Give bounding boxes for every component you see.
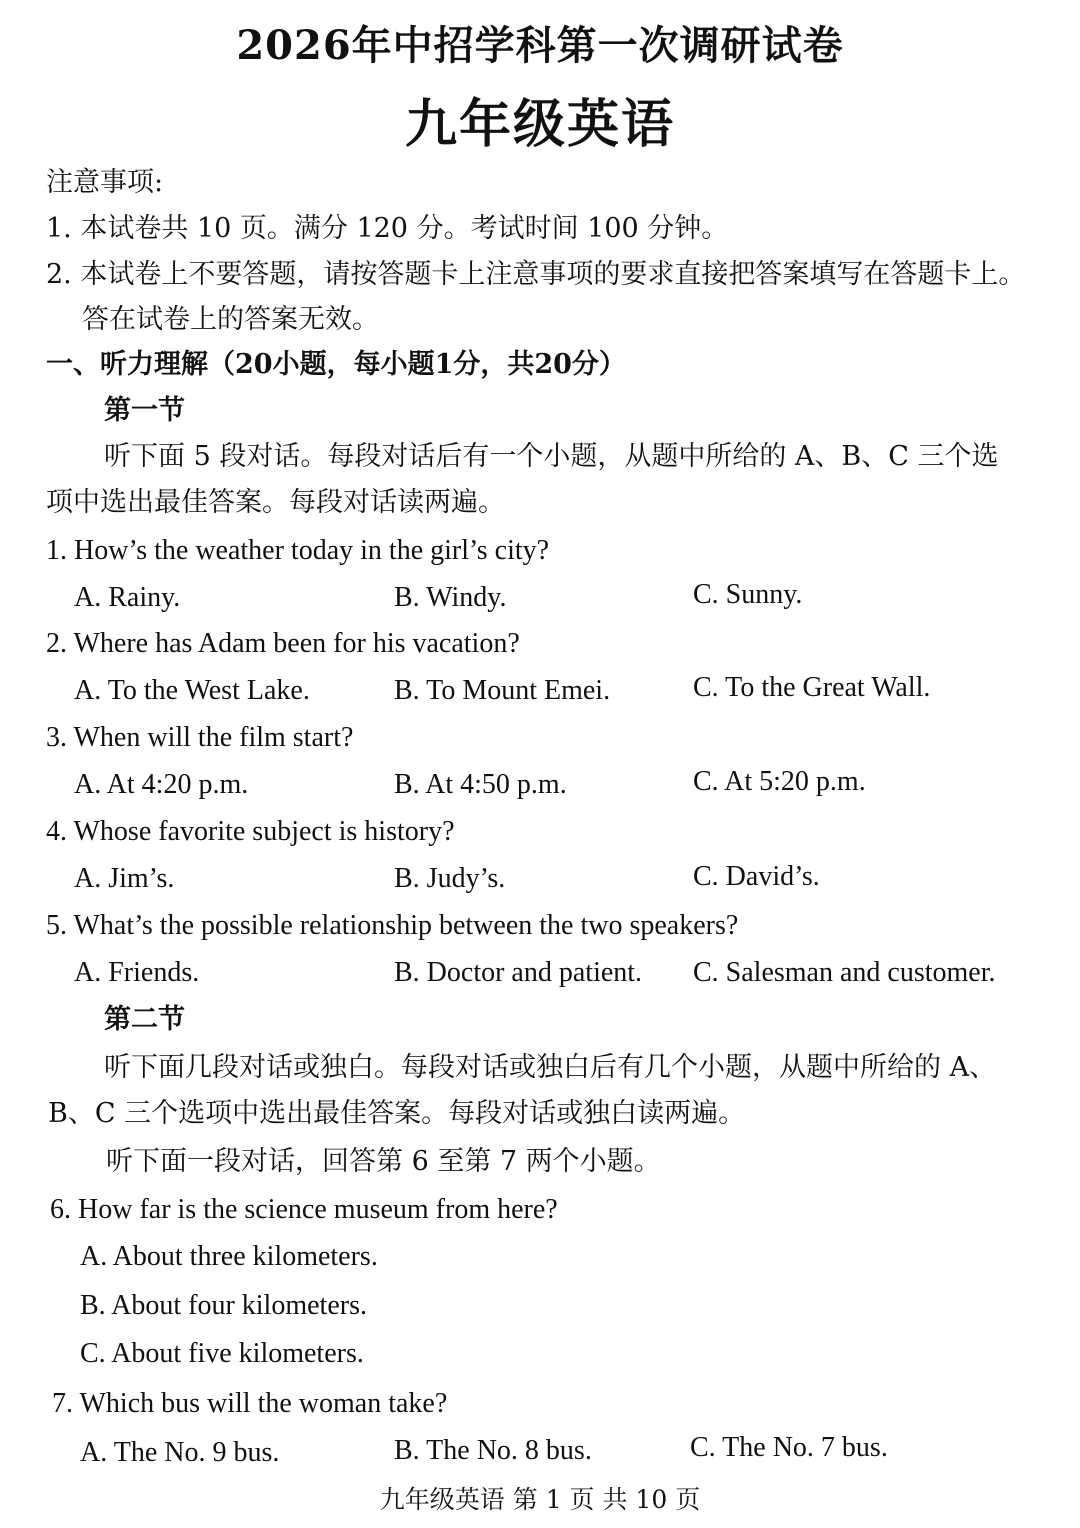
question-3-option-a: A. At 4:20 p.m.	[74, 769, 249, 800]
question-5-option-c: C. Salesman and customer.	[693, 957, 996, 988]
question-5-option-b: B. Doctor and patient.	[394, 957, 643, 988]
question-2-option-c: C. To the Great Wall.	[693, 672, 931, 703]
question-1-option-a: A. Rainy.	[74, 582, 181, 613]
question-3-option-c: C. At 5:20 p.m.	[693, 766, 866, 797]
exam-subject: 九年级英语	[404, 94, 675, 155]
section2-instructions-cont: B、C 三个选项中选出最佳答案。每段对话或独白读两遍。	[48, 1098, 746, 1129]
question-1: 1. How’s the weather today in the girl’s city?	[46, 535, 550, 566]
section2-instructions: 听下面几段对话或独白。每段对话或独白后有几个小题，从题中所给的 A、	[104, 1052, 997, 1083]
question-6: 6. How far is the science museum from here?	[50, 1194, 558, 1225]
question-7-option-b: B. The No. 8 bus.	[394, 1435, 592, 1466]
question-4-option-b: B. Judy’s.	[394, 863, 506, 894]
notes-item-1: 1. 本试卷共 10 页。满分 120 分。考试时间 100 分钟。	[46, 213, 729, 244]
section2-sub-instructions: 听下面一段对话，回答第 6 至第 7 两个小题。	[106, 1146, 661, 1177]
section1-instructions: 听下面 5 段对话。每段对话后有一个小题，从题中所给的 A、B、C 三个选	[104, 441, 999, 472]
question-6-option-c: C. About five kilometers.	[80, 1338, 364, 1369]
question-1-option-b: B. Windy.	[394, 582, 507, 613]
question-3: 3. When will the film start?	[46, 722, 354, 753]
question-4-option-c: C. David’s.	[693, 861, 820, 892]
question-2-option-a: A. To the West Lake.	[74, 675, 310, 706]
question-7-option-c: C. The No. 7 bus.	[690, 1432, 888, 1463]
question-2: 2. Where has Adam been for his vacation?	[46, 628, 520, 659]
question-1-option-c: C. Sunny.	[693, 579, 803, 610]
question-5-option-a: A. Friends.	[74, 957, 200, 988]
question-4: 4. Whose favorite subject is history?	[46, 816, 455, 847]
notes-item-2: 2. 本试卷上不要答题，请按答题卡上注意事项的要求直接把答案填写在答题卡上。	[46, 259, 1026, 290]
question-3-option-b: B. At 4:50 p.m.	[394, 769, 567, 800]
part1-heading: 一、听力理解（20小题，每小题1分，共20分）	[46, 349, 626, 380]
exam-title: 2026年中招学科第一次调研试卷	[236, 22, 844, 69]
question-6-option-a: A. About three kilometers.	[80, 1241, 378, 1272]
notes-heading: 注意事项:	[46, 167, 164, 198]
question-7-option-a: A. The No. 9 bus.	[80, 1437, 280, 1468]
question-5: 5. What’s the possible relationship between the two speakers?	[46, 910, 739, 941]
question-6-option-b: B. About four kilometers.	[80, 1290, 367, 1321]
section2-title: 第二节	[104, 1004, 185, 1035]
notes-item-2-cont: 答在试卷上的答案无效。	[82, 304, 379, 335]
question-7: 7. Which bus will the woman take?	[52, 1388, 448, 1419]
question-2-option-b: B. To Mount Emei.	[394, 675, 611, 706]
section1-instructions-cont: 项中选出最佳答案。每段对话读两遍。	[46, 487, 505, 518]
page-footer: 九年级英语 第 1 页 共 10 页	[379, 1485, 701, 1514]
section1-title: 第一节	[104, 395, 185, 426]
question-4-option-a: A. Jim’s.	[74, 863, 175, 894]
